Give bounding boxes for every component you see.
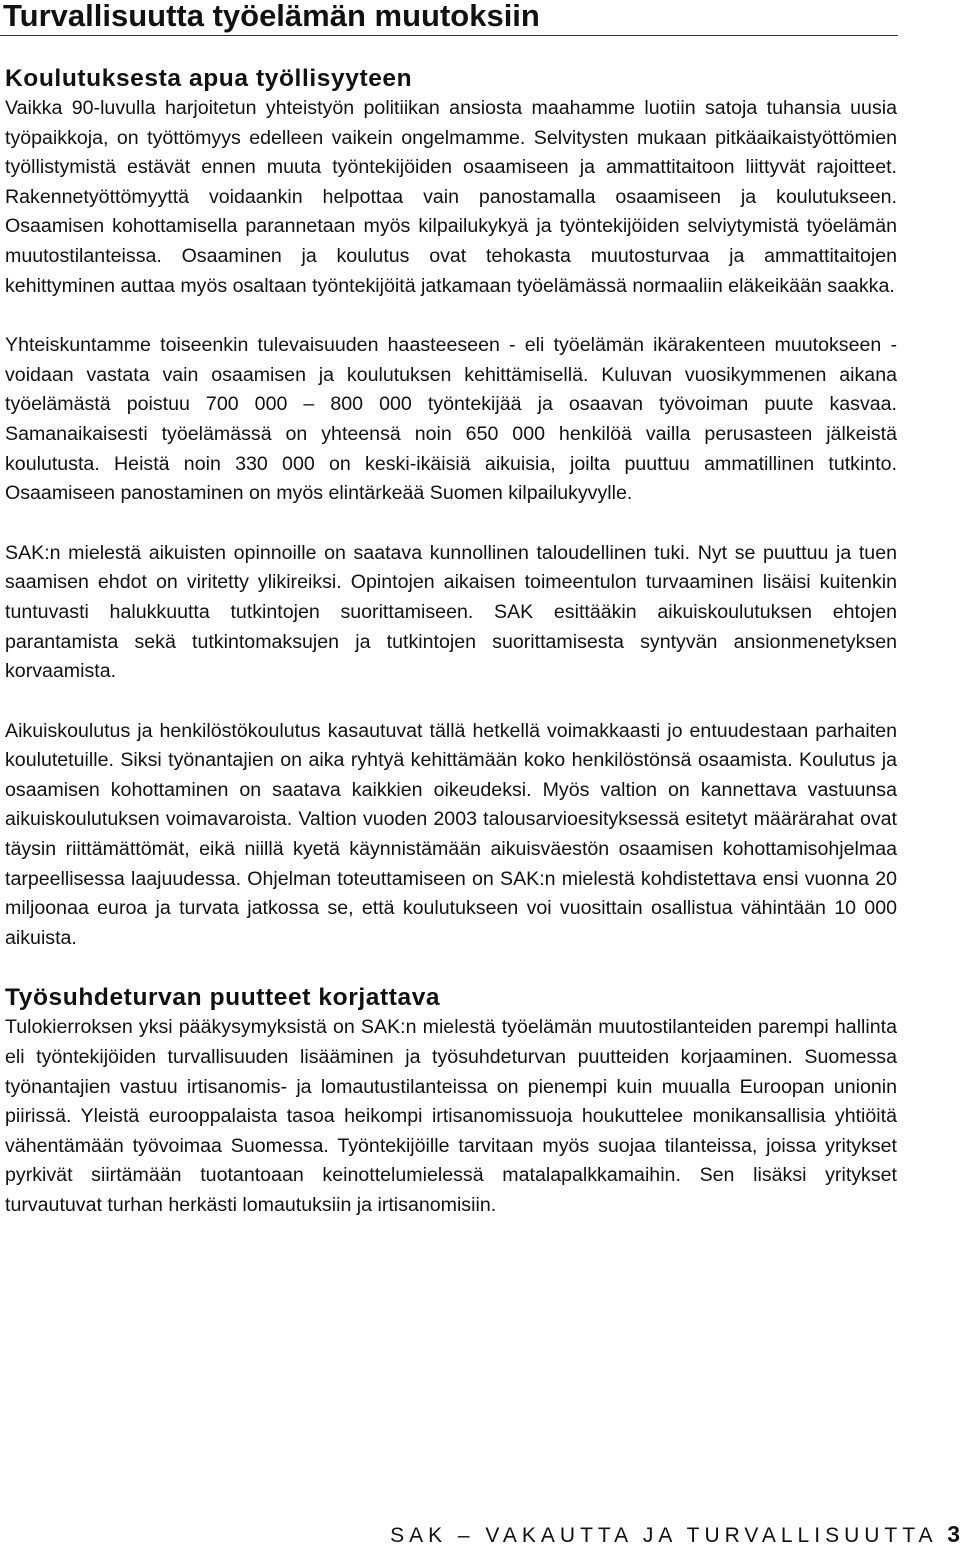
paragraph-study-support: SAK:n mielestä aikuisten opinnoille on saatava kunnollinen taloudellinen tuki. Nyt se puuttuu ja tuen saamisen ehdot on viritetty ylikireiksi. Opintojen aikaisen toimeentulon turvaaminen lisäisi kuitenkin tuntuvasti halukkuutta tutkintojen suorittamiseen. SAK esittääkin aikuiskoulutuksen ehtojen parantamista sekä tutkintomaksujen ja tutkintojen suorittamisesta syntyvän ansionmenetyksen korvaamista. [5, 541, 897, 683]
paragraph-adult-education: Aikuiskoulutus ja henkilöstökoulutus kasautuvat tällä hetkellä voimakkaasti jo entuudestaan parhaiten koulutetuille. Siksi työnantajien on aika ryhtyä kehittämään koko henkilöstönsä osaamista. Koulutus ja osaamisen kohottaminen on saatava kaikkien oikeudeksi. Myös valtion on kannettava vastuunsa aikuiskoulutuksen voimavaroista. Valtion vuoden 2003 talousarvioesityksessä esitetyt määrärahat ovat täysin riittämättömät, eikä niillä kyetä käynnistämään aikuisväestön osaamisen kohottamisohjelmaa tarpeellisessa laajuudessa. Ohjelman toteuttamiseen on SAK:n mielestä kohdistettava ensi vuonna 20 miljoonaa euroa ja turvata jatkossa se, että koulutukseen voi vuosittain osallistua vähintään 10 000 aikuista. [5, 719, 897, 949]
section-heading-education: Koulutuksesta apua työllisyyteen [5, 65, 413, 92]
article-body [5, 64, 897, 1221]
page-footer [390, 1521, 960, 1549]
footer-running-text: SAK – VAKAUTTA JA TURVALLISUUTTA [390, 1524, 937, 1547]
section-heading-employment-security: Työsuhdeturvan puutteet korjattava [5, 984, 441, 1012]
page-title: Turvallisuutta työelämän muutoksiin [3, 0, 540, 33]
paragraph-employment-security: Tulokierroksen yksi pääkysymyksistä on SAK:n mielestä työelämän muutostilanteiden parempi hallinta eli työntekijöiden turvallisuuden lisääminen ja työsuhdeturvan puutteiden korjaaminen. Suomessa työnantajien vastuu irtisanomis- ja lomautustilanteissa on pienempi kuin muualla Euroopan unionin piirissä. Yleistä eurooppalaista tasoa heikompi irtisanomissuoja houkuttelee monikansallisia yhtiöitä vähentämään työvoimaa Suomessa. Työntekijöille tarvitaan myös suojaa tilanteissa, joissa yritykset pyrkivät siirtämään tuotantoaan keinottelumielessä matalapalkkamaihin. Sen lisäksi yritykset turvautuvat turhan herkästi lomautuksiin ja irtisanomisiin. [5, 1016, 897, 1216]
title-divider [0, 35, 898, 36]
paragraph-age-structure: Yhteiskuntamme toiseenkin tulevaisuuden haasteeseen - eli työelämän ikärakenteen muutokseen - voidaan vastata vain osaamisen ja koulutuksen kehittämisellä. Kuluvan vuosikymmenen aikana työelämästä poistuu 700 000 – 800 000 työntekijää ja osaavan työvoiman puute kasvaa. Samanaikaisesti työelämässä on yhteensä noin 650 000 henkilöä vailla perusasteen jälkeistä koulutusta. Heistä noin 330 000 on keski-ikäisiä aikuisia, joilta puuttuu ammatillinen tutkinto. Osaamiseen panostaminen on myös elintärkeää Suomen kilpailukyvylle. [5, 334, 897, 505]
page-number: 3 [947, 1521, 960, 1547]
paragraph-unemployment: Vaikka 90-luvulla harjoitetun yhteistyön politiikan ansiosta maahamme luotiin satoja tuhansia uusia työpaikkoja, on työttömyys edelleen vaikein ongelmamme. Selvitysten mukaan pitkäaikaistyöttömien työllistymistä estävät ennen muuta työntekijöiden osaamiseen ja ammattitaitoon liittyvät rajoitteet. Rakennetyöttömyyttä voidaankin helpottaa vain panostamalla osaamiseen ja koulutukseen. Osaamisen kohottamisella parannetaan myös kilpailukykyä ja työntekijöiden selviytymistä työelämän muutostilanteissa. Osaaminen ja koulutus ovat tehokasta muutosturvaa ja ammattitaitojen kehittyminen auttaa myös osaltaan työntekijöitä jatkamaan työelämässä normaaliin eläkeikään saakka. [5, 97, 897, 297]
